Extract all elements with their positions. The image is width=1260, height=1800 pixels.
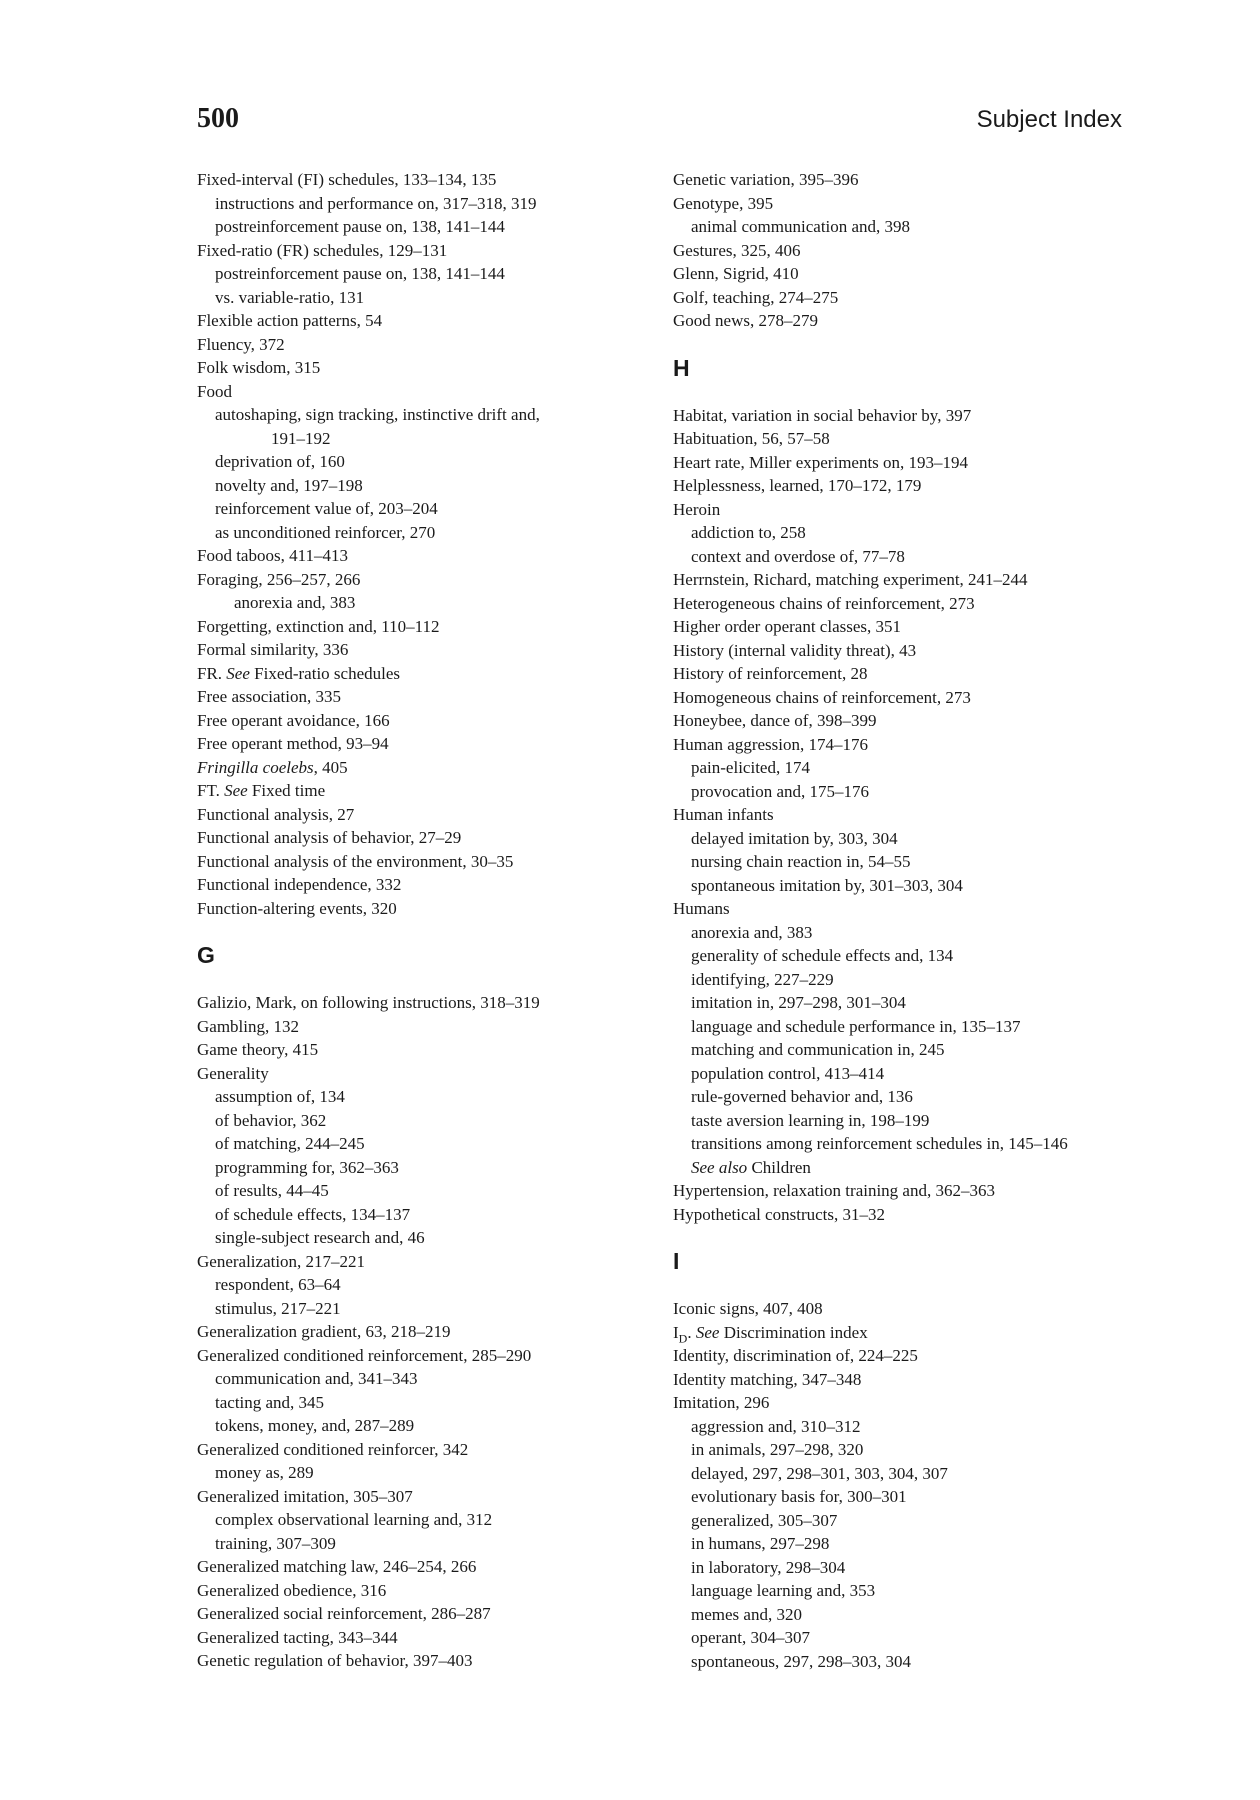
section-letter-heading: G	[197, 942, 215, 968]
index-subentry: of behavior, 362	[215, 1110, 327, 1130]
index-subentry: tokens, money, and, 287–289	[215, 1416, 415, 1435]
index-subentry: transitions among reinforcement schedules in, 145–146	[691, 1134, 1068, 1153]
index-entry: Human infants	[673, 805, 774, 824]
index-entry: Generalized conditioned reinforcer, 342	[197, 1439, 469, 1459]
index-entry: Good news, 278–279	[673, 311, 818, 330]
index-subentry: deprivation of, 160	[215, 452, 345, 471]
index-entry: Generality	[197, 1063, 269, 1083]
index-entry: Generalization, 217–221	[197, 1251, 366, 1271]
index-entry: Glenn, Sigrid, 410	[673, 264, 799, 283]
index-subentry: context and overdose of, 77–78	[691, 546, 905, 566]
index-subentry: postreinforcement pause on, 138, 141–144	[215, 264, 505, 283]
index-entry: Herrnstein, Richard, matching experiment, 241–244	[673, 570, 1028, 589]
index-subentry: spontaneous, 297, 298–303, 304	[691, 1651, 912, 1671]
index-subentry: generalized, 305–307	[691, 1510, 838, 1530]
index-entry: Folk wisdom, 315	[197, 358, 321, 377]
index-entry: History (internal validity threat), 43	[673, 640, 917, 660]
index-subentry: delayed imitation by, 303, 304	[691, 828, 898, 848]
index-entry: Hypothetical constructs, 31–32	[673, 1204, 885, 1224]
index-subentry: anorexia and, 383	[234, 593, 356, 612]
section-letter-heading: H	[673, 354, 690, 381]
index-entry: Food taboos, 411–413	[197, 546, 348, 565]
index-entry: Habituation, 56, 57–58	[673, 429, 830, 448]
index-entry: FT. See Fixed time	[197, 781, 326, 800]
index-subentry: as unconditioned reinforcer, 270	[215, 522, 436, 542]
index-entry: Foraging, 256–257, 266	[197, 569, 361, 589]
index-subentry: matching and communication in, 245	[691, 1040, 945, 1059]
index-entry: Heart rate, Miller experiments on, 193–194	[673, 452, 969, 472]
index-entry: Human aggression, 174–176	[673, 734, 869, 754]
index-subentry: spontaneous imitation by, 301–303, 304	[691, 875, 963, 895]
index-subentry: pain-elicited, 174	[691, 758, 810, 777]
index-entry: Gestures, 325, 406	[673, 240, 801, 260]
index-subentry: programming for, 362–363	[215, 1157, 399, 1177]
index-subentry: addiction to, 258	[691, 523, 806, 542]
index-entry: Helplessness, learned, 170–172, 179	[673, 476, 922, 495]
index-entry: Generalization gradient, 63, 218–219	[197, 1322, 451, 1341]
index-subentry: delayed, 297, 298–301, 303, 304, 307	[691, 1463, 948, 1483]
index-entry: Game theory, 415	[197, 1040, 319, 1059]
index-subentry: See also Children	[691, 1157, 811, 1177]
index-subentry: generality of schedule effects and, 134	[691, 946, 954, 965]
index-subentry: taste aversion learning in, 198–199	[691, 1110, 930, 1130]
index-subentry: evolutionary basis for, 300–301	[691, 1487, 907, 1506]
index-entry: Heterogeneous chains of reinforcement, 273	[673, 593, 975, 613]
index-subentry: respondent, 63–64	[215, 1275, 341, 1294]
index-entry: Free operant avoidance, 166	[197, 710, 390, 730]
index-subentry: of results, 44–45	[215, 1181, 329, 1200]
index-subentry: tacting and, 345	[215, 1392, 325, 1412]
index-entry: Fringilla coelebs, 405	[197, 757, 348, 777]
index-subentry: complex observational learning and, 312	[215, 1510, 493, 1529]
index-entry: Genotype, 395	[673, 193, 774, 213]
index-subentry: stimulus, 217–221	[215, 1298, 341, 1318]
index-entry: Galizio, Mark, on following instructions, 318–319	[197, 993, 540, 1012]
index-subentry: aggression and, 310–312	[691, 1416, 861, 1436]
index-entry: Genetic variation, 395–396	[673, 170, 859, 189]
index-entry: Food	[197, 381, 232, 401]
index-subentry: money as, 289	[215, 1463, 314, 1482]
index-entry: Functional analysis of the environment, 30–35	[197, 851, 514, 871]
index-subentry: reinforcement value of, 203–204	[215, 499, 438, 518]
index-entry: Fluency, 372	[197, 334, 285, 354]
index-subentry: single-subject research and, 46	[215, 1228, 425, 1247]
index-entry: Genetic regulation of behavior, 397–403	[197, 1651, 473, 1670]
index-subentry: animal communication and, 398	[691, 217, 911, 236]
index-subentry: language learning and, 353	[691, 1581, 876, 1600]
running-head: Subject Index	[976, 106, 1122, 133]
index-subentry: memes and, 320	[691, 1604, 802, 1624]
index-subentry: imitation in, 297–298, 301–304	[691, 993, 906, 1012]
section-letter-heading: I	[673, 1248, 680, 1274]
index-subentry: rule-governed behavior and, 136	[691, 1087, 913, 1106]
index-entry: FR. See Fixed-ratio schedules	[197, 663, 401, 683]
index-subentry: in laboratory, 298–304	[691, 1557, 846, 1577]
index-entry: Identity matching, 347–348	[673, 1369, 862, 1389]
index-entry: Generalized imitation, 305–307	[197, 1486, 413, 1506]
page-number: 500	[197, 103, 239, 134]
index-entry: Free association, 335	[197, 687, 341, 706]
index-subentry: training, 307–309	[215, 1533, 336, 1553]
index-entry: Formal similarity, 336	[197, 640, 349, 659]
index-subentry: of matching, 244–245	[215, 1134, 365, 1153]
index-subentry: 191–192	[271, 428, 331, 448]
index-entry: Forgetting, extinction and, 110–112	[197, 616, 440, 636]
index-subentry: autoshaping, sign tracking, instinctive drift and,	[215, 405, 540, 424]
index-entry: Fixed-ratio (FR) schedules, 129–131	[197, 240, 448, 260]
index-entry: Functional analysis, 27	[197, 804, 355, 824]
index-column-left	[197, 168, 657, 1673]
index-entry: Homogeneous chains of reinforcement, 273	[673, 687, 971, 707]
index-entry: Generalized social reinforcement, 286–287	[197, 1604, 491, 1623]
index-entry: Free operant method, 93–94	[197, 734, 389, 753]
index-entry: Golf, teaching, 274–275	[673, 287, 839, 307]
index-subentry: language and schedule performance in, 135–137	[691, 1016, 1021, 1036]
index-subentry: postreinforcement pause on, 138, 141–144	[215, 217, 505, 236]
index-subentry: provocation and, 175–176	[691, 781, 869, 801]
index-entry: Habitat, variation in social behavior by, 397	[673, 405, 972, 425]
index-subentry: operant, 304–307	[691, 1628, 810, 1647]
index-entry: Iconic signs, 407, 408	[673, 1299, 823, 1318]
index-subentry: assumption of, 134	[215, 1087, 345, 1106]
index-entry: Generalized matching law, 246–254, 266	[197, 1557, 477, 1576]
index-entry: Humans	[673, 899, 730, 918]
index-entry: Hypertension, relaxation training and, 362–363	[673, 1181, 995, 1200]
index-entry: Fixed-interval (FI) schedules, 133–134, 135	[197, 170, 497, 189]
index-entry: Honeybee, dance of, 398–399	[673, 711, 877, 730]
index-subentry: population control, 413–414	[691, 1063, 885, 1083]
index-entry: Function-altering events, 320	[197, 898, 397, 918]
index-entry: $I_D$. See Discrimination index	[673, 1322, 868, 1345]
index-subentry: novelty and, 197–198	[215, 475, 363, 495]
index-subentry: instructions and performance on, 317–318, 319	[215, 193, 537, 213]
index-entry: Generalized obedience, 316	[197, 1580, 387, 1600]
index-entry: History of reinforcement, 28	[673, 664, 868, 683]
index-subentry: anorexia and, 383	[691, 922, 813, 942]
index-entry: Identity, discrimination of, 224–225	[673, 1346, 918, 1365]
index-entry: Functional analysis of behavior, 27–29	[197, 828, 462, 847]
index-entry: Generalized conditioned reinforcement, 285–290	[197, 1345, 532, 1365]
index-subentry: identifying, 227–229	[691, 969, 834, 989]
index-entry: Gambling, 132	[197, 1016, 299, 1036]
index-entry: Imitation, 296	[673, 1393, 770, 1412]
index-entry: Functional independence, 332	[197, 875, 402, 894]
index-entry: Heroin	[673, 499, 721, 519]
index-subentry: in humans, 297–298	[691, 1534, 830, 1553]
index-entry: Generalized tacting, 343–344	[197, 1627, 398, 1647]
index-subentry: of schedule effects, 134–137	[215, 1204, 411, 1224]
index-subentry: in animals, 297–298, 320	[691, 1440, 864, 1459]
index-column-right	[673, 168, 1133, 1673]
index-entry: Higher order operant classes, 351	[673, 617, 902, 636]
index-subentry: communication and, 341–343	[215, 1369, 418, 1388]
index-subentry: vs. variable-ratio, 131	[215, 287, 365, 307]
index-entry: Flexible action patterns, 54	[197, 311, 383, 330]
index-subentry: nursing chain reaction in, 54–55	[691, 852, 911, 871]
